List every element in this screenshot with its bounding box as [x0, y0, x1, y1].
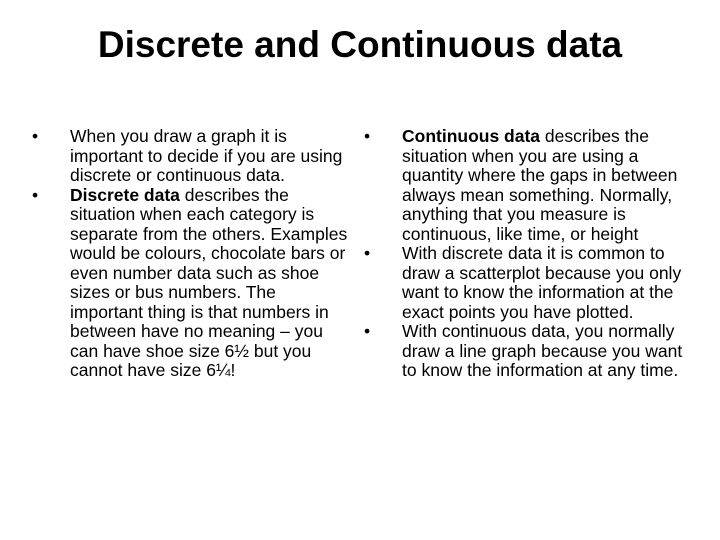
bullet-item-continuous [364, 127, 684, 244]
slide-title: Discrete and Continuous data [97, 24, 623, 65]
bullet-icon: • [32, 126, 39, 146]
bullet-text: With discrete data it is common to draw a scatterplot because you only want to know the information at the exact points you have plotted. [402, 243, 682, 322]
bullet-term: Continuous data [402, 126, 541, 146]
bullet-term: Discrete data [70, 184, 180, 205]
bullet-item-scatterplot [364, 244, 684, 322]
right-column [364, 127, 684, 381]
bullet-text: describes the situation when you are using a quantity where the gaps in between always mean something. Normally, anything that you measure is continuous, like time, or height [402, 126, 678, 244]
bullet-item-line-graph [364, 322, 684, 381]
bullet-icon: • [364, 126, 371, 146]
bullet-icon: • [364, 321, 371, 341]
bullet-item-intro [32, 127, 350, 186]
bullet-item-discrete [32, 186, 350, 381]
bullet-text: With continuous data, you normally draw a line graph because you want to know the information at any time. [402, 321, 683, 380]
bullet-icon: • [364, 243, 371, 263]
bullet-icon: • [32, 184, 39, 205]
bullet-text: describes the situation when each category is separate from the others. Examples would be colours, chocolate bars or even number data such as shoe sizes or bus numbers. The important thing is that numbers in between have no meaning – you can have shoe size 6½ but you cannot have size 6¼! [70, 184, 348, 380]
bullet-text: When you draw a graph it is important to decide if you are using discrete or continuous data. [70, 126, 343, 185]
left-column [32, 127, 350, 381]
